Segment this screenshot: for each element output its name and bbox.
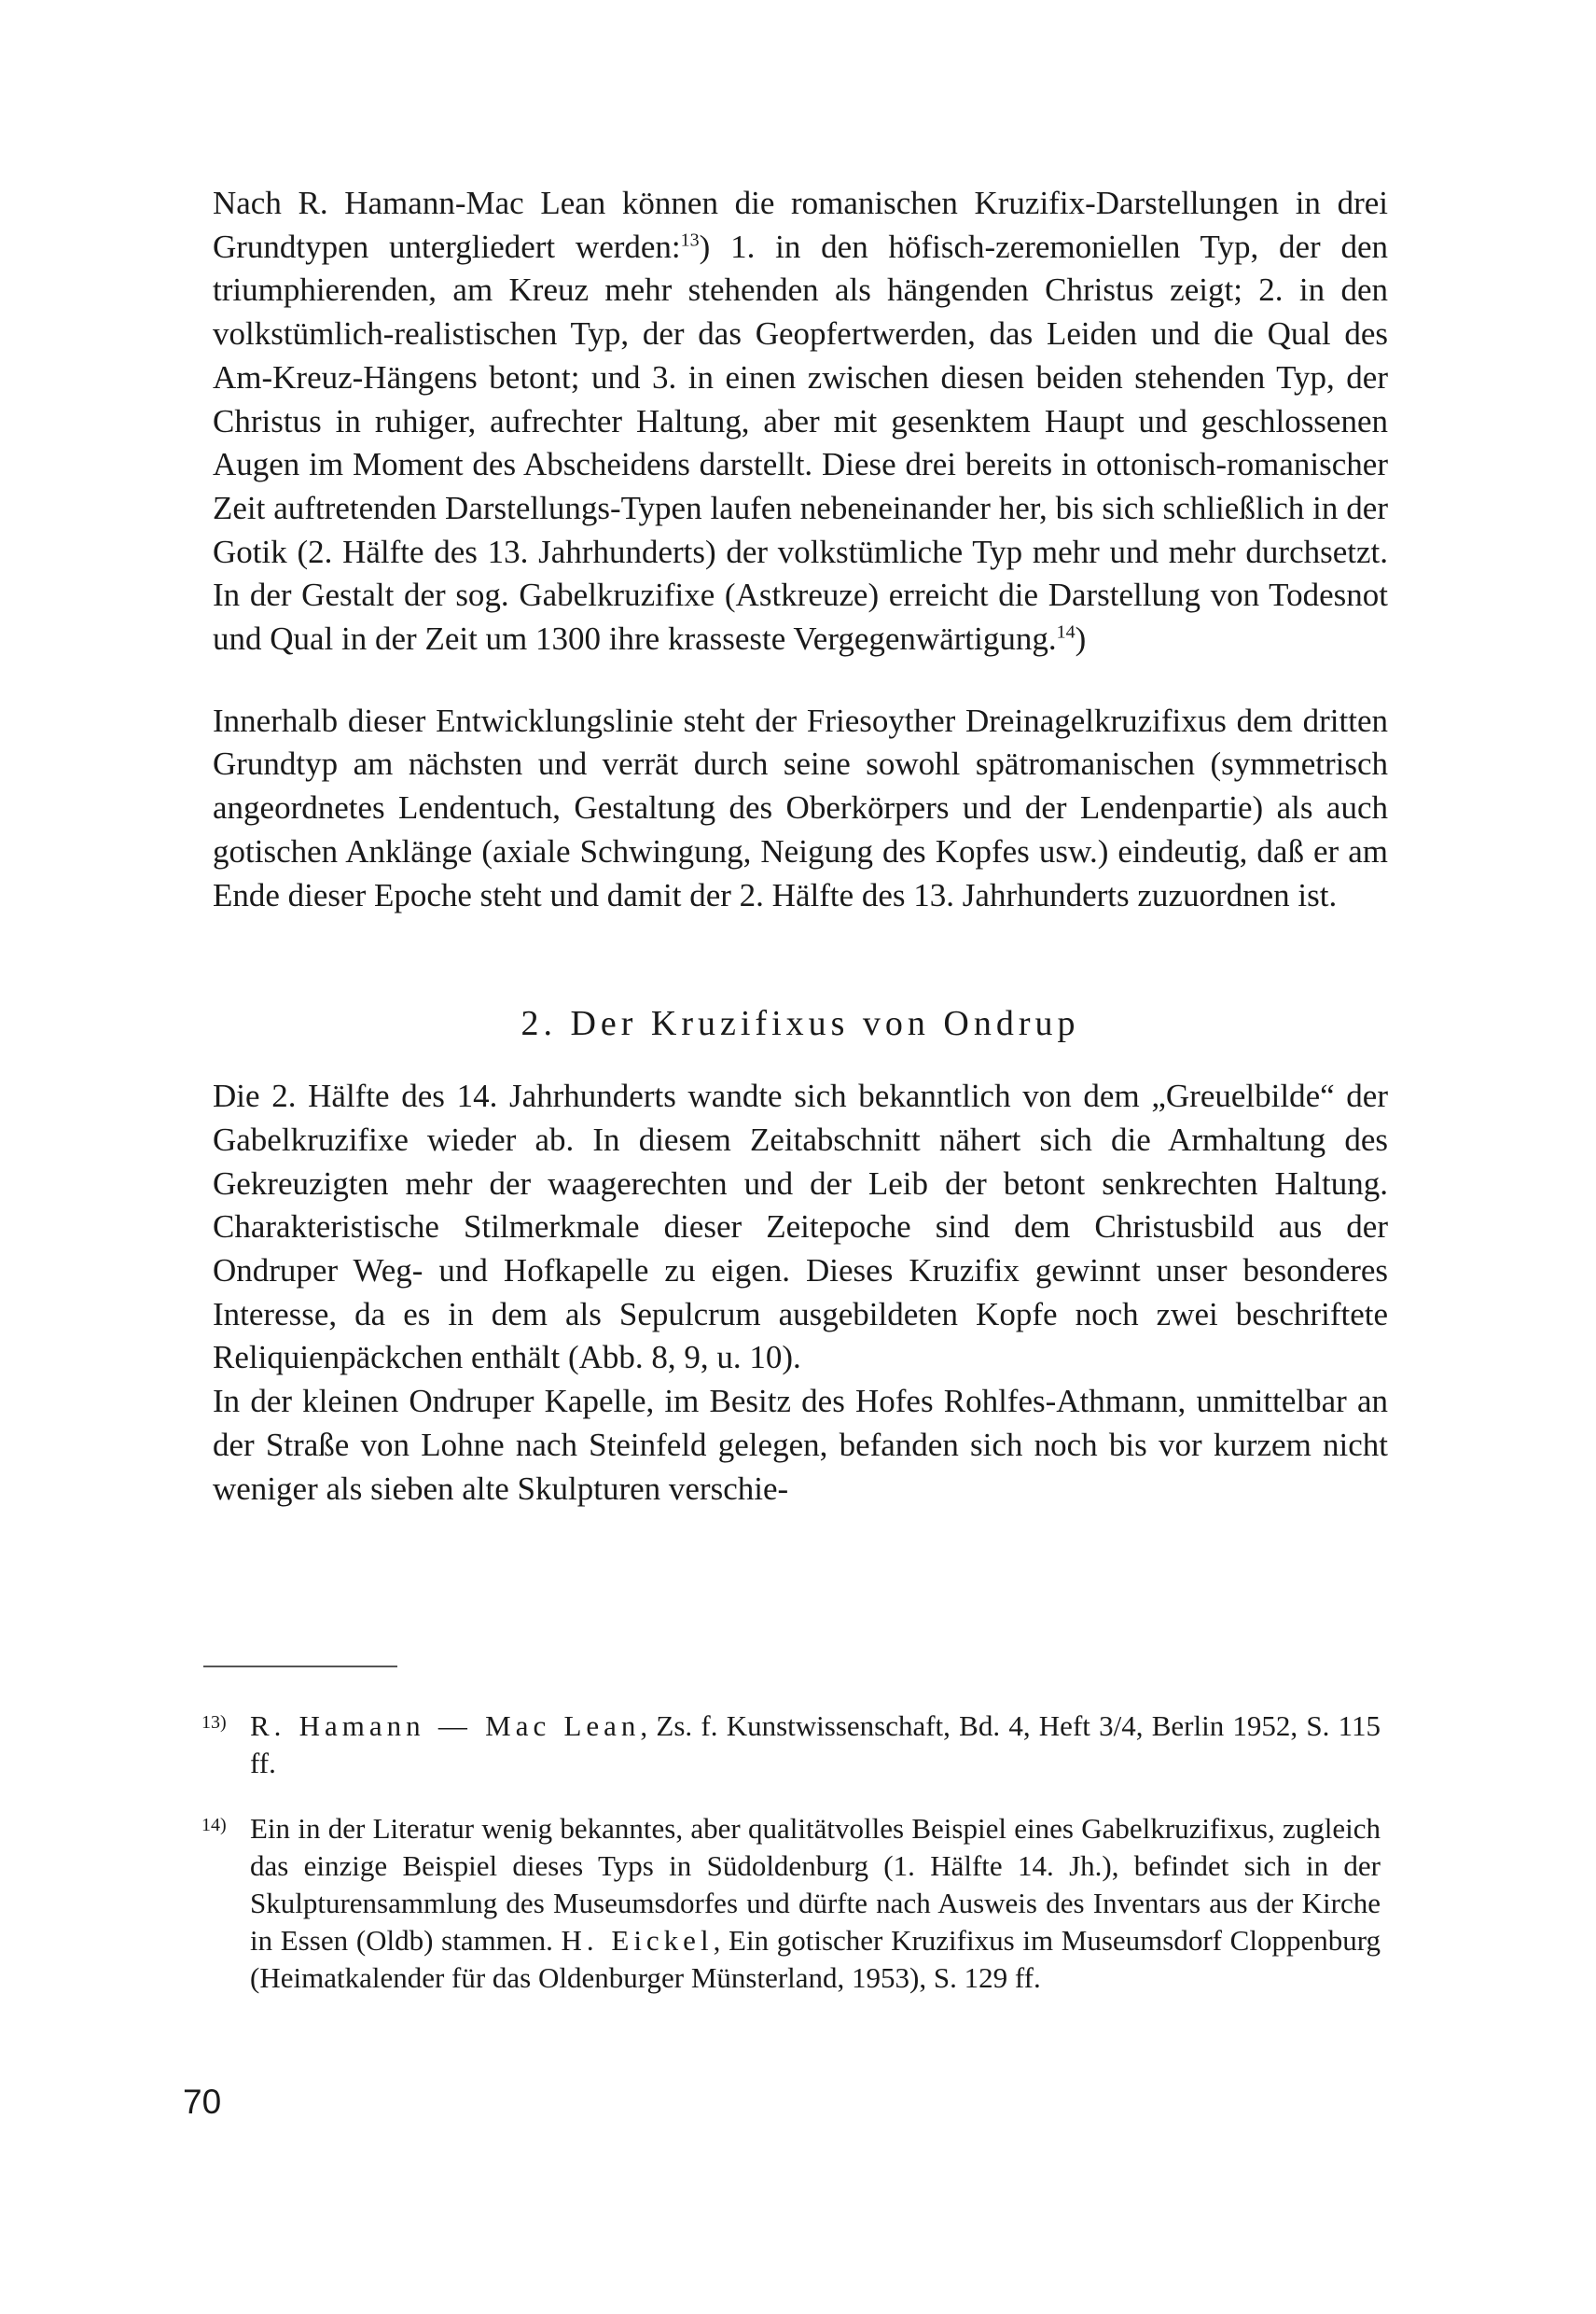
footnote-mark: 13) — [201, 1712, 227, 1733]
paragraph-friesoythe: Innerhalb dieser Entwicklungslinie steht der Friesoyther Dreinagelkruzifixus dem dritten Grundtyp am nächsten und verrät durch seine sowohl spätromanischen (symmetrisch angeordnetes Lendentuch, Gestaltung des Oberkörpers und der Lendenpartie) als auch gotischen Anklänge (axiale Schwingung, Neigung des Kopfes usw.) eindeutig, daß er am Ende dieser Epoche steht und damit der 2. Hälfte des 13. Jahrhunderts zuzuordnen ist. — [213, 702, 1388, 913]
section-heading: 2. Der Kruzifixus von Ondrup — [520, 1004, 1080, 1044]
footnote-ref-14[interactable]: 14 — [1056, 621, 1076, 643]
footnote-author: H. Eickel — [561, 1924, 714, 1957]
page-number: 70 — [183, 2083, 222, 2121]
paragraph-ondrup: Die 2. Hälfte des 14. Jahrhunderts wandte sich bekanntlich von dem „Greuelbilde“ der Gabelkruzifixe wieder ab. In diesem Zeitabschnitt nähert sich die Armhaltung des Gekreuzigten mehr der waagerechten und der Leib der betont senkrechten Haltung. Charakteristische Stilmerkmale dieser Zeitepoche sind dem Christusbild aus der Ondruper Weg- und Hofkapelle zu eigen. Dieses Kruzifix gewinnt unser besonderes Interesse, da es in dem als Sepulcrum ausgebildeten Kopfe noch zwei beschriftete Reliquienpäckchen enthält (Abb. 8, 9, u. 10). In der kleinen Ondruper Kapelle, im Besitz des Hofes Rohlfes-Athmann, unmittelbar an der Straße von Lohne nach Steinfeld gelegen, befanden sich noch bis vor kurzem nicht weniger als sieben alte Skulpturen verschie- — [213, 1078, 1388, 1507]
paragraph-text: 1. in den höfisch-zeremoniellen Typ, der den triumphierenden, am Kreuz mehr stehenden als hängenden Christus zeigt; 2. in den volkstümlich-realistischen Typ, der das Geopfertwerden, das Leiden und die Qual des Am-Kreuz-Hängens betont; und 3. in einen zwischen diesen beiden stehenden Typ, der Christus in ruhiger, aufrechter Haltung, aber mit gesenktem Haupt und geschlossenen Augen im Moment des Abscheidens darstellt. Diese drei bereits in ottonisch-romanischer Zeit auftretenden Darstellungs-Typen laufen nebeneinander her, bis sich schließlich in der Gotik (2. Hälfte des 13. Jahrhunderts) der volkstümliche Typ mehr und mehr durchsetzt. In der Gestalt der sog. Gabelkruzifixe (Astkreuze) erreicht die Darstellung von Todesnot und Qual in der Zeit um 1300 ihre krasseste Vergegenwärtigung. — [213, 228, 1389, 658]
paragraph-text: Nach R. Hamann-Mac Lean können die romanischen Kruzifix-Darstellungen in drei Grundtypen untergliedert werden: — [213, 185, 1388, 265]
footnote-ref-13[interactable]: 13 — [680, 230, 700, 251]
footnote-author: R. Hamann — Mac Lean — [250, 1709, 641, 1742]
footnote-divider — [203, 1666, 397, 1667]
footnotes — [201, 1708, 1381, 2025]
paragraph-typology: Nach R. Hamann-Mac Lean können die romanischen Kruzifix-Darstellungen in drei Grundtypen untergliedert werden:$^{13}$) 1. in den höfisch-zeremoniellen Typ, der den triumphierenden, am Kreuz mehr stehenden als hängenden Christus zeigt; 2. in den volkstümlich-realistischen Typ, der das Geopfertwerden, das Leiden und die Qual des Am-Kreuz-Hängens betont; und 3. in einen zwischen diesen beiden stehenden Typ, der Christus in ruhiger, aufrechter Haltung, aber mit gesenktem Haupt und geschlossenen Augen im Moment des Abscheidens darstellt. Diese drei bereits in ottonisch-romanischer Zeit auftretenden Darstellungs-Typen laufen nebeneinander her, bis sich schließlich in der Gotik (2. Hälfte des 13. Jahrhunderts) der volkstümliche Typ mehr und mehr durchsetzt. In der Gestalt der sog. Gabelkruzifixe (Astkreuze) erreicht die Darstellung von Todesnot und Qual in der Zeit um 1300 ihre krasseste Vergegenwärtigung.$^{14}$) — [213, 185, 1389, 658]
footnote-14: 14) Ein in der Literatur wenig bekanntes, aber qualitätvolles Beispiel eines Gabelkruzifixus, zugleich das einzige Beispiel dieses Typs in Südoldenburg (1. Hälfte 14. Jh.), befindet sich in der Skulpturensammlung des Museumsdorfes und dürfte nach Ausweis des Inventars aus der Kirche in Essen (Oldb) stammen. H. Eickel, Ein gotischer Kruzifixus im Museumsdorf Cloppenburg (Heimatkalender für das Oldenburger Münsterland, 1953), S. 129 ff. — [201, 1810, 1381, 1997]
footnote-mark: 14) — [201, 1815, 227, 1835]
main-text — [213, 182, 1388, 1511]
footnote-13: 13) R. Hamann — Mac Lean, Zs. f. Kunstwissenschaft, Bd. 4, Heft 3/4, Berlin 1952, S. 115 ff. — [201, 1708, 1381, 1782]
